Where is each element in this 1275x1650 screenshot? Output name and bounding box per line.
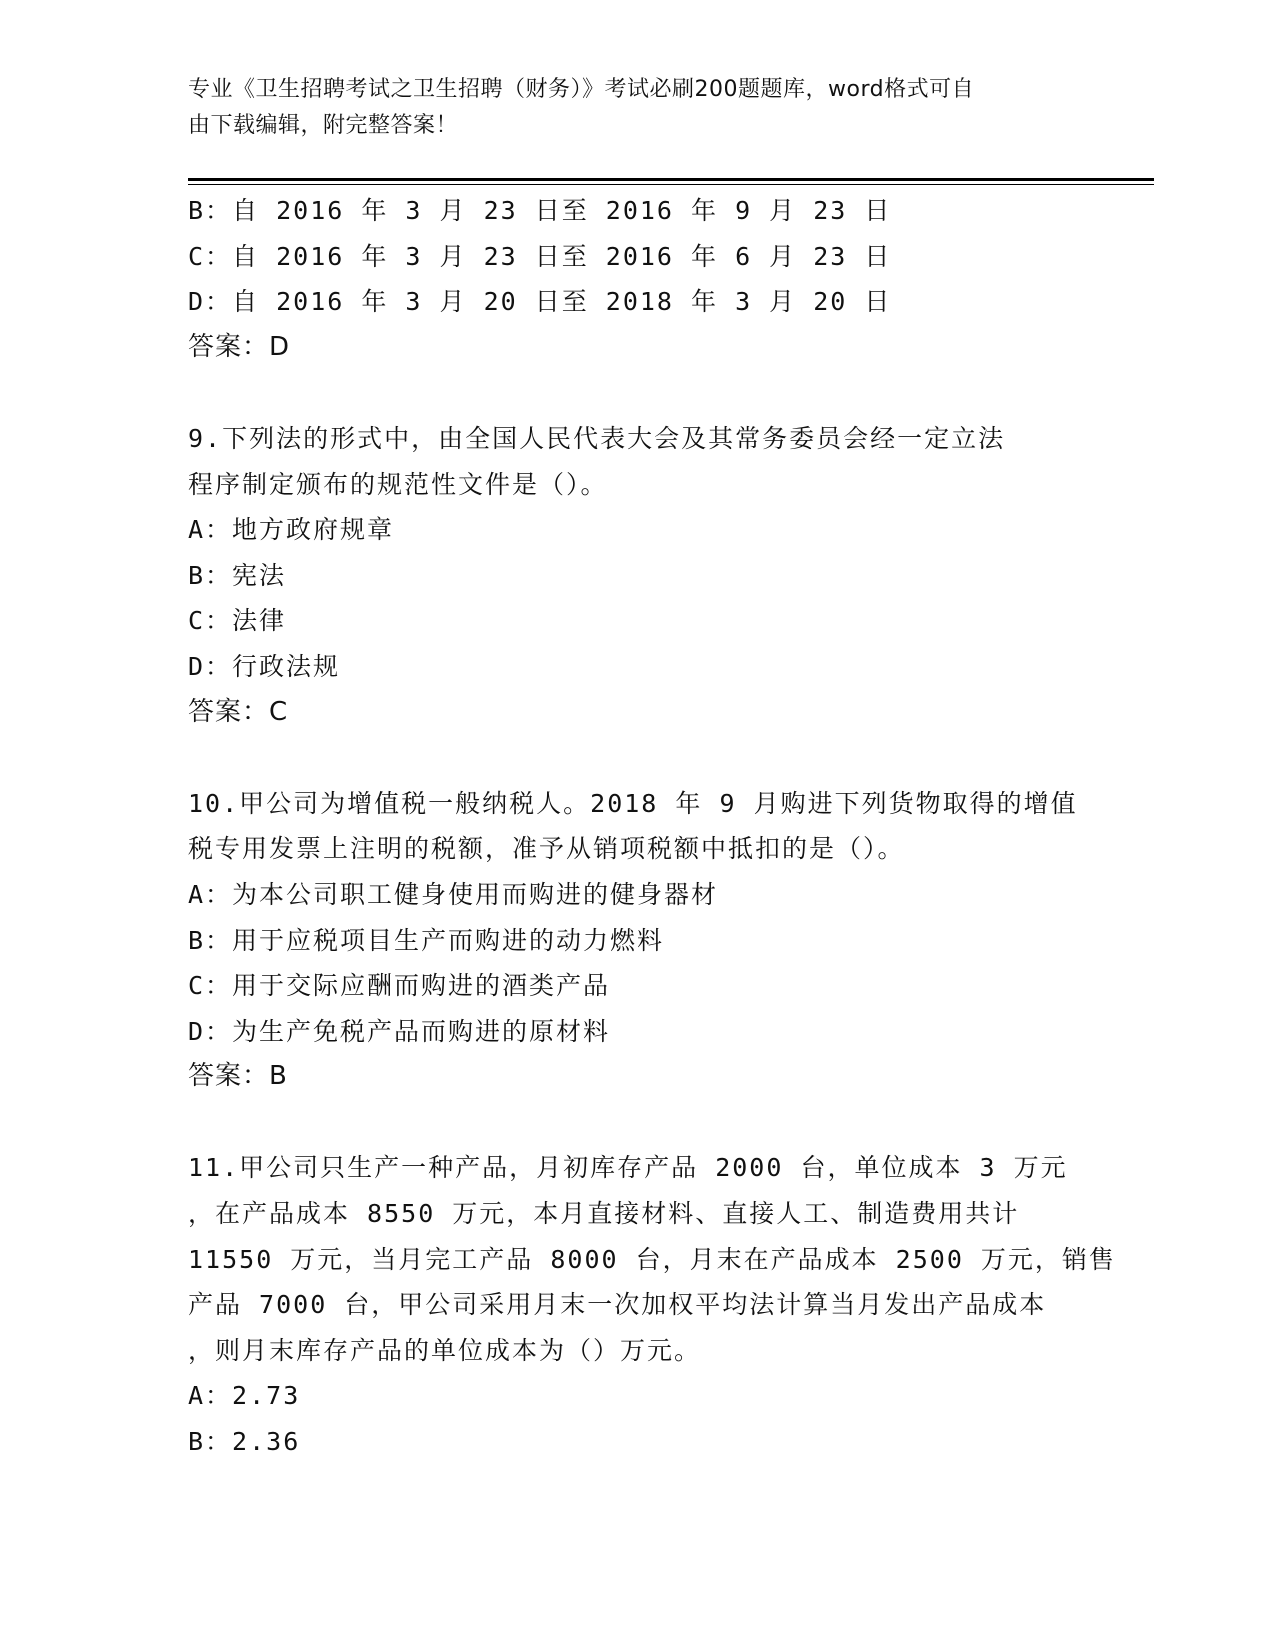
header-line-2: 由下载编辑，附完整答案！: [188, 113, 459, 138]
question-8-option-b: B：自 2016 年 3 月 23 日至 2016 年 9 月 23 日: [188, 196, 892, 225]
question-11-stem-line-5: ，则月末库存产品的单位成本为（）万元。: [188, 1335, 702, 1365]
header-divider-thick: [188, 178, 1154, 181]
block-spacer: [188, 735, 1088, 781]
question-11-option-b: B：2.36: [188, 1427, 301, 1457]
question-11-stem-line-4: 产品 7000 台，甲公司采用月末一次加权平均法计算当月发出产品成本: [188, 1290, 1047, 1320]
question-8-option-d: D：自 2016 年 3 月 20 日至 2018 年 3 月 20 日: [188, 287, 892, 317]
question-8-option-c: C：自 2016 年 3 月 23 日至 2016 年 6 月 23 日: [188, 241, 892, 271]
question-10-stem-line-1: 10.甲公司为增值税一般纳税人。2018 年 9 月购进下列货物取得的增值: [188, 788, 1078, 818]
question-11-stem-line-2: ，在产品成本 8550 万元，本月直接材料、直接人工、制造费用共计: [188, 1199, 1020, 1229]
question-9-answer: 答案：C: [188, 696, 289, 727]
question-8-block: [188, 188, 1088, 370]
question-10-option-d: D：为生产免税产品而购进的原材料: [188, 1016, 611, 1046]
question-11-option-a: A：2.73: [188, 1381, 301, 1411]
question-10-option-c: C：用于交际应酬而购进的酒类产品: [188, 971, 611, 1001]
question-8-answer: 答案：D: [188, 331, 291, 362]
question-11-stem-line-1: 11.甲公司只生产一种产品，月初库存产品 2000 台，单位成本 3 万元: [188, 1153, 1068, 1183]
question-10-stem-line-2: 税专用发票上注明的税额，准予从销项税额中抵扣的是（）。: [188, 834, 905, 864]
question-9-stem-line-2: 程序制定颁布的规范性文件是（）。: [188, 469, 608, 499]
header-line-1: 专业《卫生招聘考试之卫生招聘（财务）》考试必刷200题题库，word格式可自: [188, 77, 975, 102]
question-11-block: [188, 1145, 1116, 1464]
page-header: [188, 72, 1068, 144]
question-9-option-c: C：法律: [188, 606, 287, 636]
question-9-option-d: D：行政法规: [188, 651, 341, 681]
question-10-option-a: A：为本公司职工健身使用而购进的健身器材: [188, 879, 719, 909]
block-spacer: [188, 370, 1088, 416]
question-9-stem-line-1: 9.下列法的形式中，由全国人民代表大会及其常务委员会经一定立法: [188, 423, 1006, 453]
question-10-option-b: B：用于应税项目生产而购进的动力燃料: [188, 925, 665, 955]
header-divider-thin: [188, 184, 1154, 185]
question-11-stem-line-3: 11550 万元，当月完工产品 8000 台，月末在产品成本 2500 万元，销售: [188, 1244, 1116, 1274]
block-spacer: [188, 1100, 1088, 1146]
question-10-answer: 答案：B: [188, 1061, 288, 1092]
question-9-block: [188, 416, 1088, 735]
question-content: [188, 188, 1116, 1465]
question-9-option-b: B：宪法: [188, 560, 287, 590]
question-10-block: [188, 781, 1088, 1100]
question-9-option-a: A：地方政府规章: [188, 515, 395, 545]
